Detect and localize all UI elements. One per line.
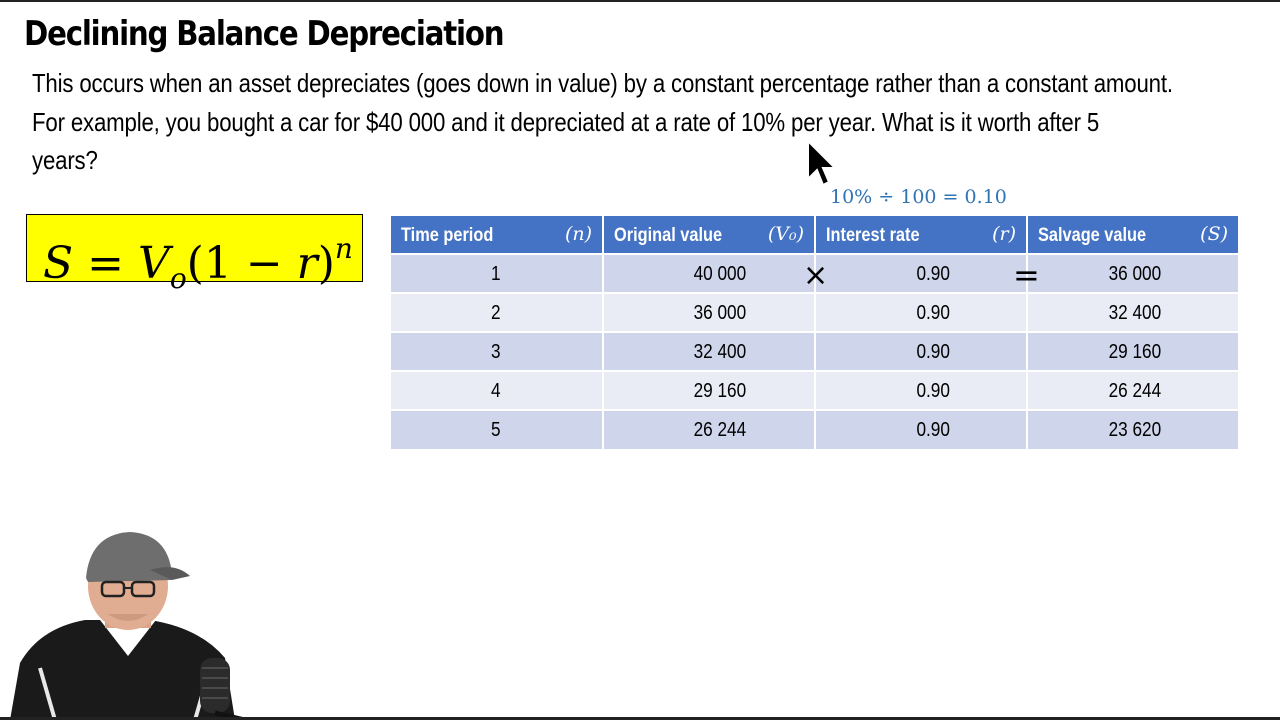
header-symbol: (S) (1200, 223, 1228, 245)
cell-text: 1 (491, 263, 501, 285)
header-time-period (391, 216, 603, 254)
equals-operator: = (1013, 256, 1040, 294)
cell-text: 0.90 (916, 263, 950, 285)
header-interest-rate (815, 216, 1027, 254)
cell-text: 29 160 (693, 380, 746, 402)
formula-open: (1 − (186, 238, 297, 289)
table-row (391, 332, 1238, 371)
cell-text: 3 (491, 341, 501, 363)
cell-salvage (1027, 332, 1238, 371)
problem-text (32, 64, 1246, 180)
cell-text: 0.90 (916, 341, 950, 363)
header-original-value (603, 216, 815, 254)
cell-text: 0.90 (916, 419, 950, 441)
formula-r: r (296, 238, 318, 289)
page-title: Declining Balance Depreciation (24, 14, 504, 54)
header-symbol: (n) (564, 223, 592, 245)
formula-exponent: n (334, 232, 353, 265)
cell-rate (815, 293, 1027, 332)
multiply-operator: × (803, 258, 829, 293)
cell-salvage (1027, 410, 1238, 449)
cell-text: 0.90 (916, 302, 950, 324)
cell-text: 5 (491, 419, 501, 441)
cell-original (603, 371, 815, 410)
formula-v-sub: o (169, 262, 187, 295)
table-row (391, 410, 1238, 449)
cell-text: 29 160 (1108, 341, 1161, 363)
cell-salvage (1027, 293, 1238, 332)
cell-original (603, 410, 815, 449)
cell-text: 32 400 (1108, 302, 1161, 324)
cell-rate (815, 254, 1027, 293)
cell-text: 2 (491, 302, 501, 324)
rate-conversion-note: 10% ÷ 100 = 0.10 (830, 186, 1007, 208)
problem-line-1: This occurs when an asset depreciates (goes down in value) by a constant percentage rather than a constant amount. (32, 68, 1173, 98)
cell-text: 26 244 (693, 419, 746, 441)
problem-line-3: years? (32, 145, 98, 175)
header-label: Time period (401, 225, 494, 246)
header-symbol: (V₀) (767, 223, 804, 245)
cell-salvage (1027, 254, 1238, 293)
cell-text: 4 (491, 380, 501, 402)
cell-text: 26 244 (1108, 380, 1161, 402)
cell-text: 40 000 (693, 263, 746, 285)
cell-rate (815, 371, 1027, 410)
cell-period (391, 410, 603, 449)
formula-box (26, 214, 363, 295)
cell-period (391, 254, 603, 293)
cell-text: 32 400 (693, 341, 746, 363)
cell-period (391, 293, 603, 332)
header-salvage-value (1027, 216, 1238, 254)
cell-rate (815, 410, 1027, 449)
formula-s: S (43, 238, 74, 289)
depreciation-formula (43, 219, 353, 309)
header-label: Salvage value (1038, 225, 1147, 246)
table-row (391, 293, 1238, 332)
formula-close: ) (317, 238, 335, 289)
table-row (391, 371, 1238, 410)
table-header-row (391, 216, 1238, 254)
cell-text: 0.90 (916, 380, 950, 402)
cell-original (603, 293, 815, 332)
cell-period (391, 332, 603, 371)
cell-rate (815, 332, 1027, 371)
top-border (0, 0, 1280, 2)
depreciation-table (391, 216, 1238, 449)
cell-text: 23 620 (1108, 419, 1161, 441)
cell-salvage (1027, 371, 1238, 410)
cell-period (391, 371, 603, 410)
cell-text: 36 000 (693, 302, 746, 324)
problem-line-2: For example, you bought a car for $40 000 and it depreciated at a rate of 10% per year. What is it worth after 5 (32, 106, 1100, 137)
presenter-webcam (0, 528, 260, 720)
formula-equals: = (87, 238, 125, 289)
cell-original (603, 254, 815, 293)
mouse-pointer-icon (806, 139, 838, 187)
header-label: Interest rate (826, 225, 920, 246)
header-label: Original value (614, 225, 723, 246)
cell-original (603, 332, 815, 371)
formula-v: V (138, 238, 170, 289)
cell-text: 36 000 (1108, 263, 1161, 285)
header-symbol: (r) (992, 223, 1016, 245)
